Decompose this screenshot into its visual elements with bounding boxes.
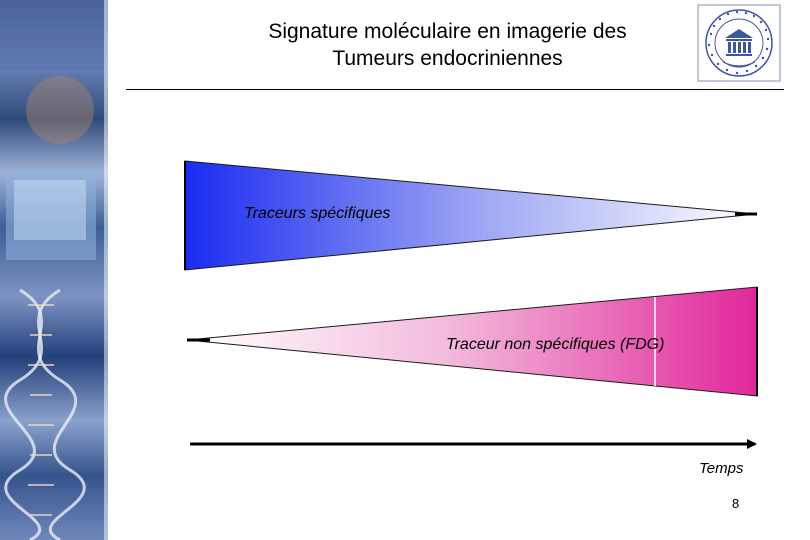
slide-title-line1: Signature moléculaire en imagerie des (268, 20, 627, 43)
page-number: 8 (732, 496, 740, 511)
nonspecific-tracer-label: Traceur non spécifiques (FDG) (446, 336, 665, 353)
time-axis-label: Temps (699, 460, 744, 477)
slide-title-line2: Tumeurs endocriniennes (332, 47, 563, 70)
specific-tracer-label: Traceurs spécifiques (244, 205, 391, 222)
